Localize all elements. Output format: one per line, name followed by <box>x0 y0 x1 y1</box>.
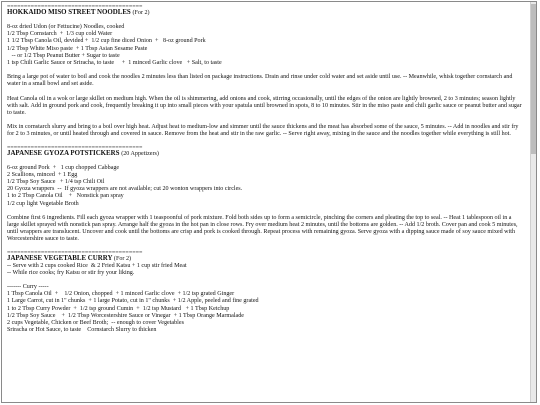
recipe-title-text: JAPANESE GYOZA POTSTICKERS <box>7 149 120 157</box>
section-separator: ======================================== <box>7 250 143 255</box>
ingredient-line: 1 Tbsp Canola Oil + 1/2 Onion, chopped + 1 minced Garlic clove + 1/2 tsp grated Ginger <box>7 291 235 298</box>
ingredient-line: 1/2 Tbsp Cornstarch + 1/3 cup cold Water <box>7 31 113 38</box>
ingredient-line: 1 to 2 Tbsp Canola Oil + Nonstick pan spray <box>7 193 124 200</box>
scrollbar-thumb[interactable] <box>531 4 536 154</box>
instruction-paragraph: Combine first 6 ingredients. Fill each gyoza wrapper with 1 teaspoonful of pork mixture. Fold both sides up to form a semicircle, pinching the corners and pleating the top to seal. -- Heat 1 tablespoon oil in a large skillet sprayed with nonstick pan spray. Arrange half the gyoza in the hot pan in close rows. Fry over medium heat 2 minutes, until the bottoms are golden. -- Add 1/2 broth. Cover pan and cook 5 minutes, until wrappers are translucent. Uncover and cook until the bottoms are crisp and pork is cooked through. Repeat process with remaining gyoza. Serve gyoza with a dipping sauce made of soy sauce mixed with Worcestershire sauce to taste. <box>7 214 518 243</box>
ingredient-line: 8-oz dried Udon (or Fettucine) Noodles, cooked <box>7 24 125 30</box>
recipe-title-text: HOKKAIDO MISO STREET NOODLES <box>7 9 131 16</box>
instruction-paragraph: Heat Canola oil in a wok or large skillet on medium high. When the oil is shimmering, add onions and cook, stirring occasionally, until the edges of the onion are lightly browned, 2 to 3 minutes; season lightly with salt. Add in ground pork and cook, frequently breaking it up into small pieces with your spatula until browned in spots, 8 to 10 minutes. Stir in the miso paste and chili garlic sauce or peanut butter and sugar to taste. <box>7 95 522 117</box>
instruction-paragraph: Bring a large pot of water to boil and cook the noodles 2 minutes less than listed on package instructions. Drain and rinse under cold water and set aside until use. -- Meanwhile, whisk together cornstarch and water in a small bowl and set aside. <box>7 74 513 88</box>
ingredient-line: -- or 1/2 Tbsp Peanut Butter + Sugar to taste <box>7 52 120 59</box>
ingredient-line: 2 cups Vegetable, Chicken or Beef Broth; -- enough to cover Vegetables <box>7 320 184 327</box>
section-separator: ======================================== <box>7 145 143 150</box>
ingredient-line: 1/2 Tbsp Soy Sauce + 1/2 Tbsp Worcestershire Sauce or Vinegar + 1 Tbsp Orange Marmalade <box>7 312 244 319</box>
section-separator: ======================================== <box>7 5 143 9</box>
ingredient-line: 1 tsp Chili Garlic Sauce or Sriracha, to taste + 1 minced Garlic clove + Salt, to taste <box>7 60 222 67</box>
recipe-serving: (20 Appetizers) <box>121 150 159 157</box>
recipe-title-text: JAPANESE VEGETABLE CURRY <box>7 254 113 262</box>
recipe-title <box>7 150 525 158</box>
ingredient-line: 1 to 2 Tbsp Curry Powder + 1/2 tsp ground Cumin + 1/2 tsp Mustard + 1 Tbsp Ketchup <box>7 305 230 312</box>
ingredient-line: Sriracha or Hot Sauce, to taste Cornstarch Slurry to thicken <box>7 327 157 334</box>
serving-note: -- While rice cooks; fry Katsu or stir fry your liking. <box>7 269 135 276</box>
ingredient-line: 1/2 Tbsp Soy Sauce + 1/4 tsp Chili Oil <box>7 179 105 186</box>
ingredient-line: 2 Scallions, minced + 1 Egg <box>7 171 78 178</box>
instruction-paragraph: Mix in cornstarch slurry and bring to a boil over high heat. Adjust heat to medium-low and simmer until the sauce thickens and the meat has absorbed some of the sauce, 5 minutes. -- Add in noodles and stir fry for 2 to 3 minutes, or until heated through and covered in sauce. Remove from the heat and stir in the raw garlic. -- Serve right away, mixing in the sauce and the noodles together while everything is still hot. <box>7 124 519 138</box>
document-frame <box>1 1 537 403</box>
ingredient-line: 1 Large Carrot, cut in 1" chunks + 1 large Potato, cut in 1" chunks + 1/2 Apple, peeled and fine grated <box>7 298 259 305</box>
vertical-scrollbar[interactable] <box>530 2 536 402</box>
recipe-serving: (For 2) <box>132 10 150 16</box>
recipe-serving: (For 2) <box>113 255 132 262</box>
ingredient-line: 6-oz ground Pork + 1 cup chopped Cabbage <box>7 164 120 171</box>
ingredient-line: 1/2 Tbsp White Miso paste + 1 Tbsp Asian Sesame Paste <box>7 45 148 52</box>
recipe-title <box>7 9 525 17</box>
serving-note: -- Serve with 2 cups cooked Rice & 2 Fried Katsu + 1 cup stir fried Meat <box>7 262 187 269</box>
ingredient-line: 20 Gyoza wrappers -- If gyoza wrappers are not available; cut 20 wonton wrappers into circles. <box>7 186 243 193</box>
ingredient-line: 1 1/2 Tbsp Canola Oil, devided + 1/2 cup fine diced Onion + 8-oz ground Pork <box>7 38 206 45</box>
recipe-title <box>7 255 525 263</box>
sub-heading: ------- Curry ----- <box>7 284 49 291</box>
ingredient-line: 1/2 cup light Vegetable Broth <box>7 200 79 207</box>
document-content <box>7 5 525 335</box>
